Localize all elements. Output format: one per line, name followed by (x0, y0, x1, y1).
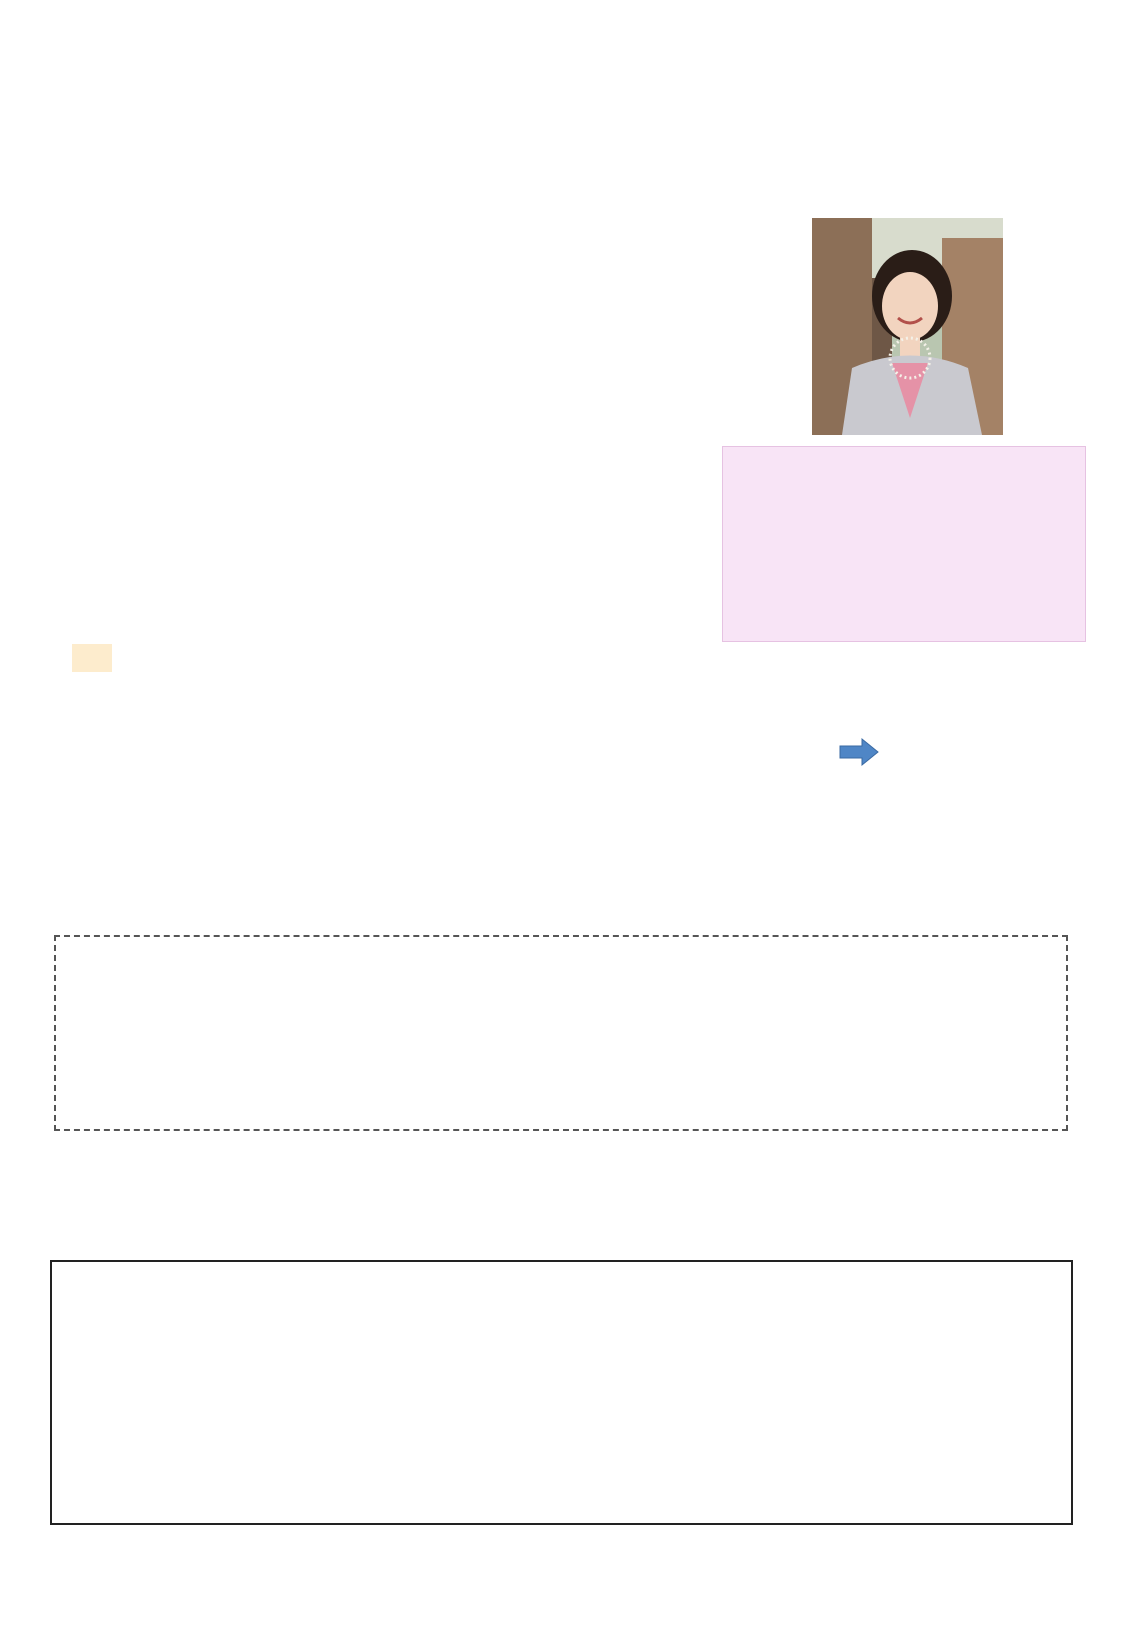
bunting-bottom-decoration (0, 1505, 1125, 1625)
application-qr-code[interactable] (893, 672, 1033, 812)
lecturer-name (72, 644, 112, 672)
bunting-top-decoration (0, 0, 1125, 100)
lecturer-row (62, 644, 112, 672)
contact-box (50, 1260, 1073, 1525)
fee-row (62, 799, 130, 827)
speaker-photo (812, 218, 1003, 435)
date-row (62, 557, 76, 597)
method-row (62, 733, 82, 761)
arrow-right-icon (838, 737, 880, 767)
speaker-bio (722, 446, 1086, 642)
zoom-webinar-notice (54, 935, 1068, 1131)
